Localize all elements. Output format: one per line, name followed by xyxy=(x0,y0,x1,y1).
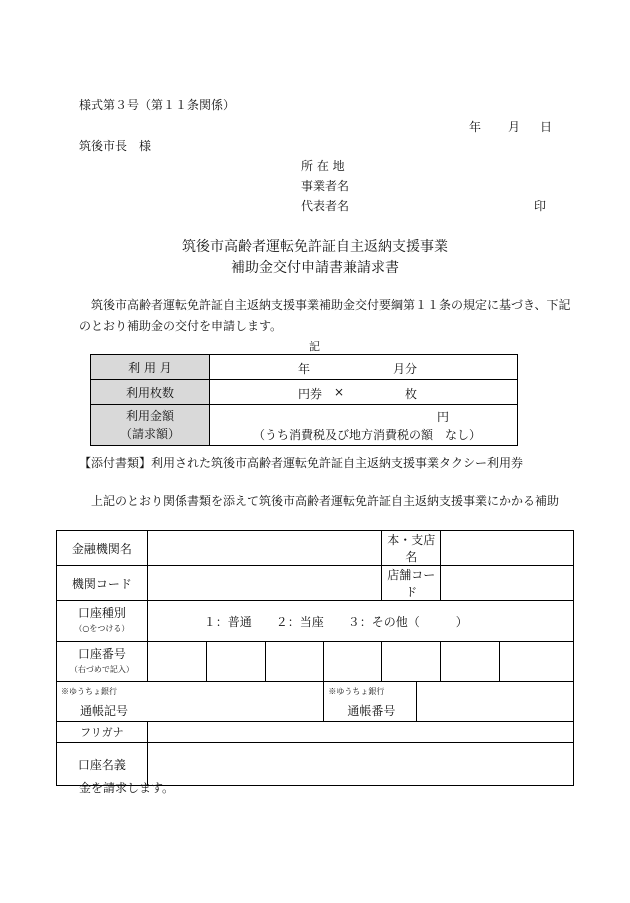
branch-code-input[interactable] xyxy=(441,566,574,601)
usage-month-unit: 月分 xyxy=(393,362,418,376)
title-line-1: 筑後市高齢者運転免許証自主返納支援事業 xyxy=(182,239,448,255)
ki-label: 記 xyxy=(309,340,320,353)
usage-count-label: 利用枚数 xyxy=(91,380,210,405)
closing-text: 金を請求します。 xyxy=(79,781,175,795)
usage-amount-cell[interactable] xyxy=(210,405,518,446)
usage-count-cell[interactable] xyxy=(210,380,518,405)
passbook-number-input[interactable] xyxy=(417,682,574,722)
seal-mark: 印 xyxy=(534,199,547,213)
account-number-label: 口座番号 （右づめで記入） xyxy=(57,642,148,682)
yucho-note-2: ※ゆうちょ銀行 xyxy=(328,687,385,696)
passbook-number-label: 通帳番号 xyxy=(347,704,396,718)
branch-code-label: 店舗コード xyxy=(382,566,441,601)
date-year: 年 xyxy=(469,120,482,134)
passbook-number-cell xyxy=(324,682,417,722)
account-number-digit-1[interactable] xyxy=(147,642,206,682)
usage-count-yen: 円券 xyxy=(298,387,323,401)
passbook-symbol-label: 通帳記号 xyxy=(80,704,129,718)
usage-amount-label: 利用金額 （請求額） xyxy=(91,405,210,446)
account-number-digit-5[interactable] xyxy=(382,642,441,682)
yucho-note-1: ※ゆうちょ銀行 xyxy=(61,687,117,696)
usage-count-times: × xyxy=(334,385,345,399)
addressee: 筑後市長 様 xyxy=(79,139,152,153)
furigana-input[interactable] xyxy=(147,722,573,743)
usage-count-unit: 枚 xyxy=(405,387,418,401)
usage-month-cell[interactable] xyxy=(210,355,518,380)
account-number-digit-4[interactable] xyxy=(324,642,382,682)
account-number-digit-3[interactable] xyxy=(265,642,324,682)
code-label: 機関コード xyxy=(57,566,148,601)
body-line-2: のとおり補助金の交付を申請します。 xyxy=(79,319,283,333)
branch-label: 本・支店名 xyxy=(382,531,441,566)
attachment-note: 【添付書類】利用された筑後市高齢者運転免許証自主返納支援事業タクシー利用券 xyxy=(79,456,524,470)
usage-month-year: 年 xyxy=(298,362,311,376)
account-type-options[interactable]: １：普通 ２：当座 ３：その他（ ） xyxy=(147,601,573,642)
date-month: 月 xyxy=(508,120,521,134)
passbook-symbol-cell[interactable] xyxy=(57,682,324,722)
bank-account-table xyxy=(56,530,574,786)
body-line-1: 筑後市高齢者運転免許証自主返納支援事業補助金交付要綱第１１条の規定に基づき、下記 xyxy=(91,298,571,312)
account-number-digit-2[interactable] xyxy=(206,642,265,682)
usage-amount-unit: 円 xyxy=(437,410,450,424)
account-number-digit-6[interactable] xyxy=(441,642,500,682)
date-day: 日 xyxy=(540,120,553,134)
code-input[interactable] xyxy=(147,566,382,601)
usage-amount-note: （うち消費税及び地方消費税の額 なし） xyxy=(253,428,482,442)
account-type-label: 口座種別 （○をつける） xyxy=(57,601,148,642)
form-number: 様式第３号（第１１条関係） xyxy=(79,98,236,112)
institution-input[interactable] xyxy=(147,531,382,566)
institution-label: 金融機関名 xyxy=(57,531,148,566)
representative-label: 代表者名 xyxy=(301,199,350,213)
furigana-label: フリガナ xyxy=(57,722,148,743)
request-text: 上記のとおり関係書類を添えて筑後市高齢者運転免許証自主返納支援事業にかかる補助 xyxy=(91,494,560,508)
account-number-digit-7[interactable] xyxy=(500,642,574,682)
branch-input[interactable] xyxy=(441,531,574,566)
title-line-2: 補助金交付申請書兼請求書 xyxy=(231,260,399,276)
holder-label: 口座名義 xyxy=(57,743,148,786)
usage-table xyxy=(90,354,518,446)
business-name-label: 事業者名 xyxy=(301,179,350,193)
holder-input[interactable] xyxy=(147,743,573,786)
usage-month-label: 利 用 月 xyxy=(91,355,210,380)
address-label: 所 在 地 xyxy=(301,159,345,173)
